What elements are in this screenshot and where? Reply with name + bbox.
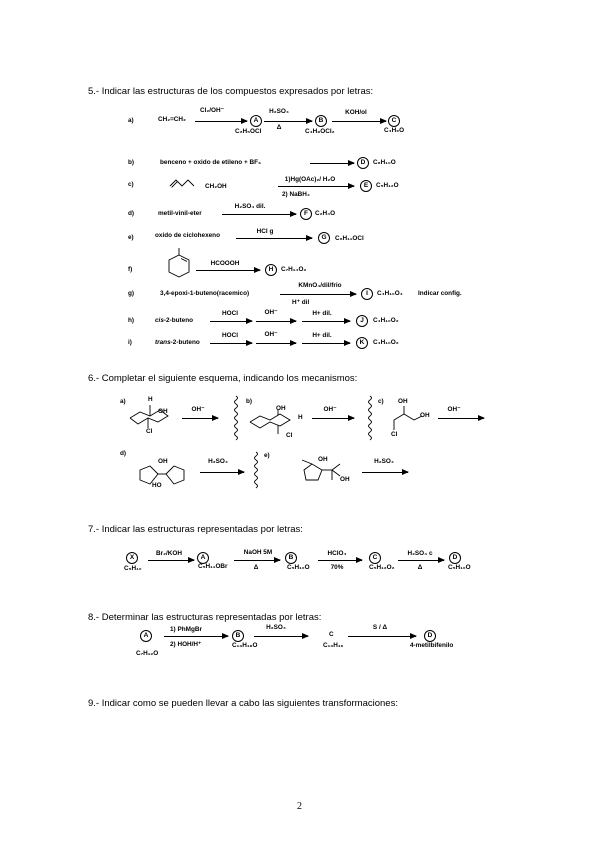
q8-D-name: 4-metilbifenilo <box>410 642 454 649</box>
q8-A-formula: C₇H₁₂O <box>136 650 159 657</box>
q6d-cond1: H₂SO₄ <box>208 458 228 465</box>
q8-C: C <box>329 631 334 638</box>
q8-circle-D: D <box>424 630 436 642</box>
q6e-label: e) <box>264 452 270 459</box>
q6b-cond1: OH⁻ <box>323 406 337 413</box>
q9-title: 9.- Indicar como se pueden llevar a cabo las siguientes transformaciones: <box>88 698 398 709</box>
q6e-arrow <box>362 472 408 473</box>
q6c-OH2: OH <box>420 412 430 419</box>
q5f-label: f) <box>128 266 133 273</box>
q5g-arrow <box>280 294 356 295</box>
q5i-arrow1 <box>210 343 252 344</box>
q8-B-formula: C₁₃H₁₈O <box>232 642 258 649</box>
q5a-circle-C: C <box>388 115 400 127</box>
q7-arrow1 <box>148 560 194 561</box>
q6c-Cl: Cl <box>391 431 398 438</box>
q5d-arrow <box>222 214 296 215</box>
q8-C-formula: C₁₃H₁₆ <box>323 642 344 649</box>
q5h-cond2: OH⁻ <box>264 309 278 316</box>
q7-circle-B: B <box>285 552 297 564</box>
q7-cond2b: Δ <box>253 564 259 571</box>
q5i-start-italic: trans <box>155 339 171 346</box>
q5c-alkene-structure <box>170 174 210 194</box>
q5d-cond1: H₂SO₄ dil. <box>234 203 266 210</box>
q5c-E-formula: C₅H₁₂O <box>376 182 399 189</box>
q6b-label: b) <box>246 398 253 405</box>
q5h-J-formula: C₄H₁₀O₂ <box>373 317 399 324</box>
q8-cond2: H₂SO₄ <box>266 624 286 631</box>
q5i-cond3: H+ dil. <box>312 332 332 339</box>
q6d-OH: OH <box>158 458 168 465</box>
q6b-OH: OH <box>276 405 286 412</box>
q5c-cond1: 1)Hg(OAc)₂/ H₂O <box>284 176 336 183</box>
q5i-arrow2 <box>256 343 296 344</box>
q5i-start <box>155 339 200 346</box>
q6c-label: c) <box>378 398 384 405</box>
q5c-arrow <box>278 186 354 187</box>
q5i-start-rest: -2-buteno <box>170 339 200 346</box>
q5i-cond1: HOCl <box>222 332 238 339</box>
q7-C-formula: C₅H₁₂O₂ <box>369 564 395 571</box>
q5h-circle-J: J <box>356 315 368 327</box>
q6c-cond1: OH⁻ <box>447 406 461 413</box>
q7-arrow4 <box>398 560 444 561</box>
q5g-I-formula: C₄H₁₀O₄ <box>377 290 403 297</box>
q5g-circle-I: I <box>361 288 373 300</box>
q5d-label: d) <box>128 210 135 217</box>
q5c-label: c) <box>128 181 134 188</box>
q7-circle-X: X <box>126 552 138 564</box>
q5a-circle-B: B <box>315 115 327 127</box>
q5g-cond2: H⁺ dil <box>292 299 310 306</box>
q5g-cond1: KMnO₄/dil/frio <box>298 282 342 289</box>
q5g-label: g) <box>128 290 135 297</box>
q5e-cond1: HCl g <box>256 228 274 235</box>
q7-cond2: NaOH 5M <box>243 549 273 556</box>
q7-cond4: H₂SO₄ c <box>407 550 433 557</box>
q8-arrow3 <box>348 636 416 637</box>
q5b-D-formula: C₈H₁₀O <box>373 159 396 166</box>
q8-circle-A: A <box>140 630 152 642</box>
q7-circle-A: A <box>197 552 209 564</box>
q5f-methylcyclohexene-structure <box>158 254 198 286</box>
q7-arrow3 <box>318 560 362 561</box>
q7-cond1: Br₂/KOH <box>156 550 182 557</box>
q7-cond3: HClO₄ <box>327 550 347 557</box>
q5h-start-rest: -2-buteno <box>163 317 193 324</box>
q5h-arrow2 <box>256 321 296 322</box>
q6b-Cl: Cl <box>286 432 293 439</box>
q5i-label: i) <box>128 339 132 346</box>
q6d-HO: HO <box>152 482 162 489</box>
q5h-arrow1 <box>210 321 252 322</box>
q6a-arrow <box>182 418 218 419</box>
q8-circle-B: B <box>232 630 244 642</box>
q5h-cond1: HOCl <box>222 310 238 317</box>
q7-circle-C: C <box>369 552 381 564</box>
q7-title: 7.- Indicar las estructuras representadas por letras: <box>88 524 303 535</box>
q5a-cond2: H₂SO₄ <box>269 108 289 115</box>
q5f-H-formula: C₇H₁₄O₂ <box>281 266 307 273</box>
q5g-note: Indicar config. <box>418 290 462 297</box>
q6-title: 6.- Completar el siguiente esquema, indicando los mecanismos: <box>88 373 358 384</box>
q6a-label: a) <box>120 398 126 405</box>
q6e-OH1: OH <box>318 456 328 463</box>
q8-cond3: S / Δ <box>372 624 388 631</box>
q5h-start-italic: cis <box>155 317 164 324</box>
q6d-label: d) <box>120 450 127 457</box>
q5b-circle-D: D <box>357 157 369 169</box>
q6b-arrow <box>312 418 354 419</box>
q5g-start: 3,4-epoxi-1-buteno(racemico) <box>160 290 250 297</box>
q7-X-formula: C₅H₁₀ <box>124 565 142 572</box>
q5e-start: oxido de ciclohexeno <box>155 232 220 239</box>
q5d-start: metil-vinil-eter <box>158 210 202 217</box>
q5b-arrow <box>310 163 354 164</box>
q8-cond1b: 2) HOH/H⁺ <box>170 641 202 648</box>
q6-divider-3 <box>252 452 260 488</box>
q6-divider-2 <box>366 396 374 440</box>
q5a-A-formula: C₂H₅OCl <box>235 128 262 135</box>
q7-B-formula: C₅H₁₀O <box>287 564 310 571</box>
q5e-label: e) <box>128 234 134 241</box>
q5f-circle-H: H <box>265 264 277 276</box>
q5c-cond2: 2) NaBH₄ <box>282 191 310 198</box>
q5a-arrow3 <box>332 121 386 122</box>
q5i-circle-K: K <box>356 337 368 349</box>
q6d-arrow <box>200 472 244 473</box>
q5a-start: CH₂=CH₂ <box>158 116 186 123</box>
q5a-C-formula: C₄H₆O <box>384 127 405 134</box>
q5a-cond2b: Δ <box>276 124 282 131</box>
q8-arrow1 <box>164 636 228 637</box>
q6c-OH1: OH <box>398 398 408 405</box>
q5c-circle-E: E <box>360 180 372 192</box>
q5d-circle-F: F <box>300 208 312 220</box>
q5h-start <box>155 317 193 324</box>
q8-arrow2 <box>254 636 308 637</box>
q6c-arrow <box>438 418 484 419</box>
q5f-cond1: HCOOOH <box>210 260 240 267</box>
q5e-G-formula: C₆H₁₁OCl <box>335 235 364 242</box>
page-number: 2 <box>297 801 302 812</box>
q5i-arrow3 <box>302 343 350 344</box>
q7-arrow2 <box>234 560 280 561</box>
q5d-F-formula: C₂H₄O <box>315 210 336 217</box>
q5a-arrow1 <box>195 121 247 122</box>
q6b-H: H <box>298 414 303 421</box>
q6a-Cl: Cl <box>146 428 153 435</box>
q7-circle-D: D <box>449 552 461 564</box>
q5e-arrow <box>236 238 312 239</box>
q7-cond3b: 70% <box>330 564 344 571</box>
q5h-label: h) <box>128 317 135 324</box>
q5c-substituent: CH₂OH <box>205 183 227 190</box>
q5h-cond3: H+ dil. <box>312 310 332 317</box>
q5a-cond3: KOH/ol <box>345 109 367 116</box>
q6e-OH2: OH <box>340 476 350 483</box>
q8-cond1: 1) PhMgBr <box>170 626 202 633</box>
q5b-text: benceno + oxido de etileno + BF₃ <box>160 159 261 166</box>
q5a-B-formula: C₄H₈OCl₂ <box>305 128 335 135</box>
q5a-label: a) <box>128 117 134 124</box>
q6e-cond1: H₂SO₄ <box>374 458 394 465</box>
q5b-label: b) <box>128 159 135 166</box>
q6a-cond1: OH⁻ <box>191 406 205 413</box>
q6a-H: H <box>148 396 153 403</box>
q5i-cond2: OH⁻ <box>264 331 278 338</box>
q5h-arrow3 <box>302 321 350 322</box>
q6-divider-1 <box>232 396 240 440</box>
q7-D-formula: C₅H₁₀O <box>448 564 471 571</box>
q5-title: 5.- Indicar las estructuras de los compuestos expresados por letras: <box>88 86 374 97</box>
q7-cond4b: Δ <box>417 564 423 571</box>
q5a-arrow2 <box>264 121 312 122</box>
q6a-OH: OH <box>158 408 168 415</box>
q5e-circle-G: G <box>318 232 330 244</box>
q6a-chair-structure <box>128 402 172 430</box>
q8-title: 8.- Determinar las estructuras representadas por letras: <box>88 612 322 623</box>
q7-A-formula: C₅H₁₁OBr <box>198 563 228 570</box>
q5i-K-formula: C₄H₁₀O₂ <box>373 339 399 346</box>
q5f-arrow <box>196 270 260 271</box>
q5a-circle-A: A <box>250 115 262 127</box>
q5a-cond1: Cl₂/OH⁻ <box>200 107 224 114</box>
